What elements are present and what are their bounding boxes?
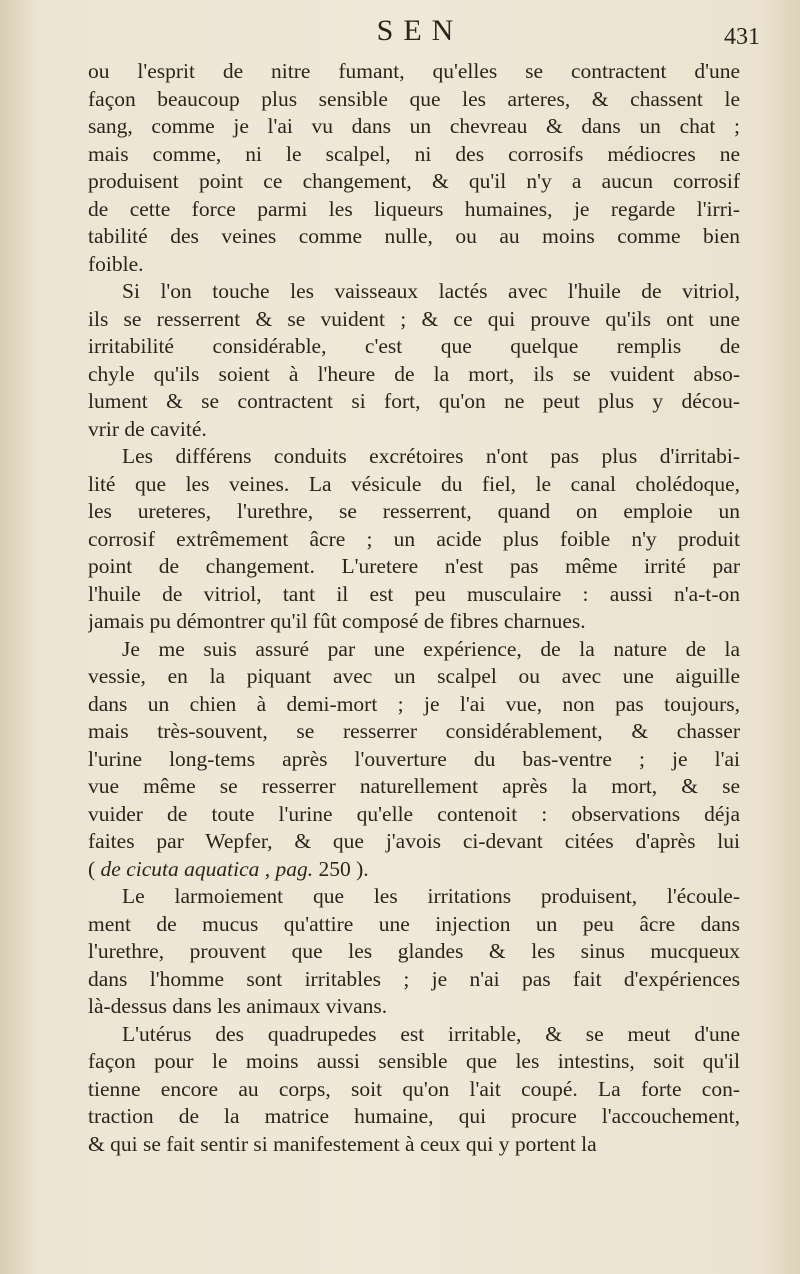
- text-line: traction de la matrice humaine, qui procure l'accouchement,: [88, 1104, 740, 1128]
- text-line: jamais pu démontrer qu'il fût composé de fibres charnues.: [88, 609, 586, 633]
- text-line: vuider de toute l'urine qu'elle contenoit : observations déja: [88, 801, 740, 826]
- text-line: mais très-souvent, se resserrer considérablement, & chasser: [88, 719, 740, 743]
- text-line: ou l'esprit de nitre fumant, qu'elles se contractent d'une: [88, 59, 740, 83]
- text-line: lité que les veines. La vésicule du fiel, le canal cholédoque,: [88, 471, 740, 496]
- body-text: [88, 58, 740, 1158]
- text-line: l'huile de vitriol, tant il est peu musculaire : aussi n'a-t-on: [88, 581, 740, 606]
- paragraph: [88, 883, 740, 1021]
- citation-page: 250 ).: [313, 856, 369, 881]
- text-line: tienne encore au corps, soit qu'on l'ait coupé. La forte con-: [88, 1076, 740, 1101]
- running-head: [80, 14, 760, 54]
- text-line: l'urine long-tems après l'ouverture du bas-ventre ; je l'ai: [88, 746, 740, 771]
- paragraph: [88, 1021, 740, 1159]
- text-line: les ureteres, l'urethre, se resserrent, quand on emploie un: [88, 499, 740, 523]
- citation-open: (: [88, 856, 101, 881]
- running-title: SEN: [376, 14, 464, 47]
- text-line: là-dessus dans les animaux vivans.: [88, 994, 388, 1018]
- text-line: façon pour le moins aussi sensible que les intestins, soit qu'il: [88, 1049, 740, 1073]
- text-line: point de changement. L'uretere n'est pas même irrité par: [88, 554, 740, 578]
- text-line: chyle qu'ils soient à l'heure de la mort, ils se vuident abso-: [88, 361, 740, 386]
- text-line: vue même se resserrer naturellement après la mort, & se: [88, 774, 740, 798]
- text-line: dans un chien à demi-mort ; je l'ai vue, non pas toujours,: [88, 691, 740, 716]
- text-line: ils se resserrent & se vuident ; & ce qui prouve qu'ils ont une: [88, 306, 740, 331]
- text-line: corrosif extrêmement âcre ; un acide plus foible n'y produit: [88, 526, 740, 551]
- paragraph: [88, 636, 740, 884]
- text-line: Le larmoiement que les irritations produisent, l'écoule-: [122, 884, 740, 908]
- text-line: Les différens conduits excrétoires n'ont pas plus d'irritabi-: [122, 444, 740, 468]
- text-line: produisent point ce changement, & qu'il n'y a aucun corrosif: [88, 169, 740, 193]
- text-line: ment de mucus qu'attire une injection un peu âcre dans: [88, 911, 740, 936]
- citation-line: [88, 856, 740, 884]
- text-line: Si l'on touche les vaisseaux lactés avec l'huile de vitriol,: [122, 279, 740, 303]
- text-line: dans l'homme sont irritables ; je n'ai pas fait d'expériences: [88, 966, 740, 991]
- text-line: sang, comme je l'ai vu dans un chevreau & dans un chat ;: [88, 114, 740, 138]
- text-line: vessie, en la piquant avec un scalpel ou avec une aiguille: [88, 664, 740, 688]
- text-line: tabilité des veines comme nulle, ou au moins comme bien: [88, 224, 740, 248]
- text-line: irritabilité considérable, c'est que quelque remplis de: [88, 334, 740, 358]
- paragraph: [88, 443, 740, 636]
- text-line: mais comme, ni le scalpel, ni des corrosifs médiocres ne: [88, 141, 740, 166]
- text-line: faites par Wepfer, & que j'avois ci-devant citées d'après lui: [88, 829, 740, 853]
- page-number: 431: [724, 24, 760, 50]
- text-line: lument & se contractent si fort, qu'on ne peut plus y décou-: [88, 389, 740, 413]
- text-line: façon beaucoup plus sensible que les arteres, & chassent le: [88, 86, 740, 111]
- citation-title: de cicuta aquatica , pag.: [100, 856, 314, 881]
- text-line: L'utérus des quadrupedes est irritable, & se meut d'une: [122, 1021, 740, 1046]
- text-line: Je me suis assuré par une expérience, de la nature de la: [122, 636, 740, 661]
- text-line: de cette force parmi les liqueurs humaines, je regarde l'irri-: [88, 196, 740, 221]
- text-line: vrir de cavité.: [88, 416, 207, 441]
- text-line: & qui se fait sentir si manifestement à ceux qui y portent la: [88, 1131, 597, 1156]
- text-line: foible.: [88, 251, 144, 276]
- paragraph: [88, 58, 740, 278]
- paragraph: [88, 278, 740, 443]
- text-line: l'urethre, prouvent que les glandes & les sinus mucqueux: [88, 939, 740, 963]
